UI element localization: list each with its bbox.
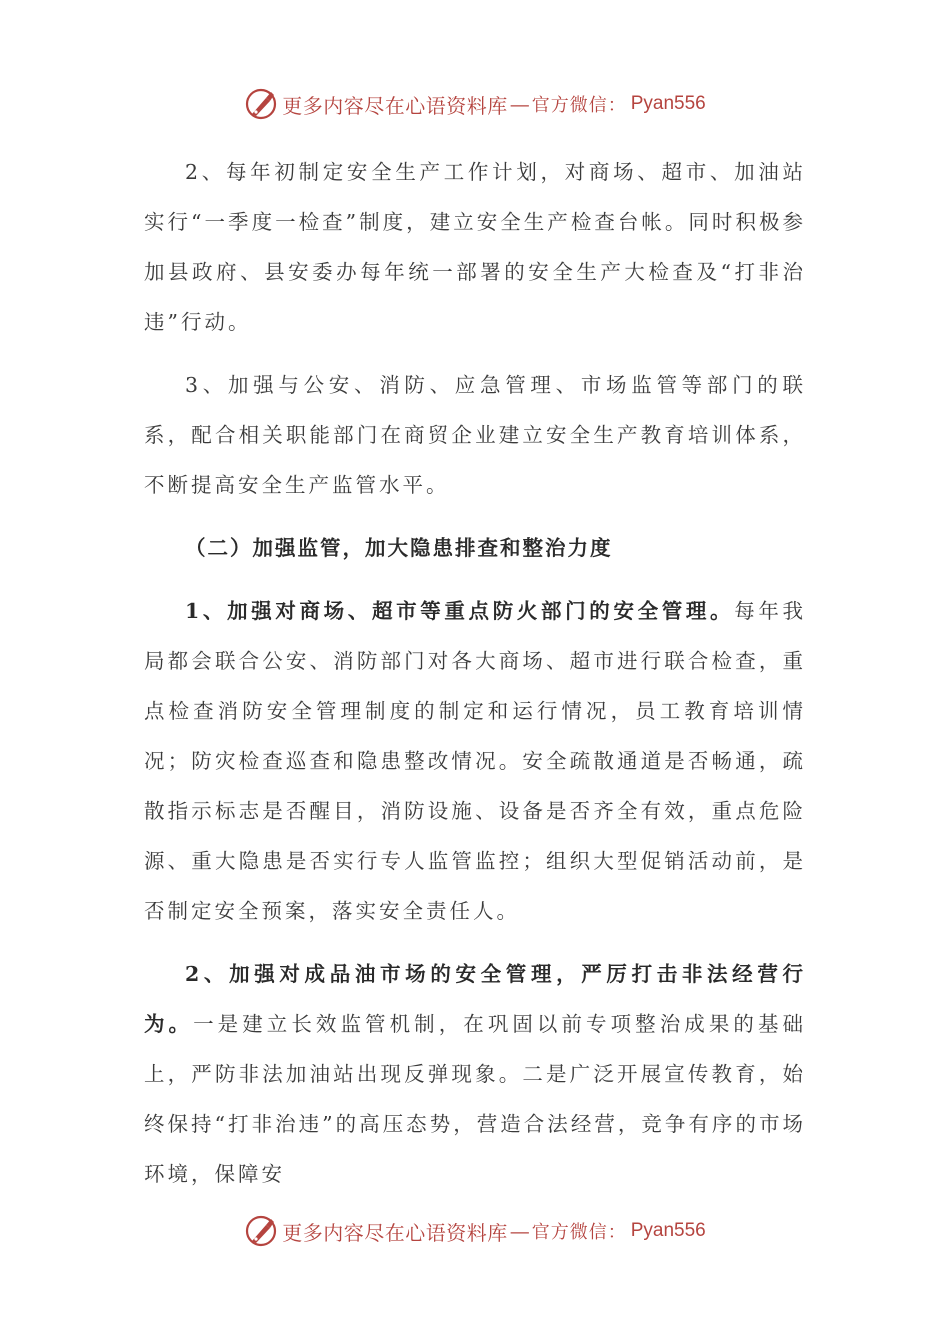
watermark-text: 更多内容尽在心语资料库 [282, 93, 508, 118]
watermark-separator: — [509, 92, 530, 116]
pen-nib-logo-icon [244, 1214, 278, 1248]
watermark-wechat-label: 官方微信： [531, 95, 627, 116]
watermark-separator: — [509, 1219, 530, 1243]
document-body [144, 147, 806, 1199]
paragraph: 3、加强与公安、消防、应急管理、市场监管等部门的联系，配合相关职能部门在商贸企业建立安全生产教育培训体系，不断提高安全生产监管水平。 [144, 373, 806, 497]
paragraph-lead: 2、加强对成品油市场的安全管理，严厉打击非法经营行为。 [144, 962, 806, 1036]
section-heading: （二）加强监管，加大隐患排查和整治力度 [185, 536, 613, 560]
watermark-wechat-label: 官方微信： [531, 1222, 627, 1243]
paragraph: 2、每年初制定安全生产工作计划，对商场、超市、加油站实行“一季度一检查”制度，建立安全生产检查台帐。同时积极参加县政府、县安委办每年统一部署的安全生产大检查及“打非治违”行动。 [144, 160, 806, 334]
footer-watermark [0, 1211, 950, 1251]
header-watermark [0, 84, 950, 124]
watermark-wechat-id: Pyan556 [630, 93, 706, 114]
watermark-text: 更多内容尽在心语资料库 [282, 1220, 508, 1245]
watermark-wechat-id: Pyan556 [630, 1220, 706, 1241]
paragraph-body: 每年我局都会联合公安、消防部门对各大商场、超市进行联合检查，重点检查消防安全管理制度的制定和运行情况，员工教育培训情况；防灾检查巡查和隐患整改情况。安全疏散通道是否畅通，疏散指示标志是否醒目，消防设施、设备是否齐全有效，重点危险源、重大隐患是否实行专人监管监控；组织大型促销活动前，是否制定安全预案，落实安全责任人。 [144, 599, 807, 923]
paragraph [144, 586, 806, 936]
pen-nib-logo-icon [244, 87, 278, 121]
paragraph-lead: 1、加强对商场、超市等重点防火部门的安全管理。 [185, 599, 735, 623]
paragraph [144, 949, 806, 1199]
paragraph-body: 一是建立长效监管机制，在巩固以前专项整治成果的基础上，严防非法加油站出现反弹现象。二是广泛开展宣传教育，始终保持“打非治违”的高压态势，营造合法经营，竞争有序的市场环境，保障安 [144, 1012, 807, 1186]
